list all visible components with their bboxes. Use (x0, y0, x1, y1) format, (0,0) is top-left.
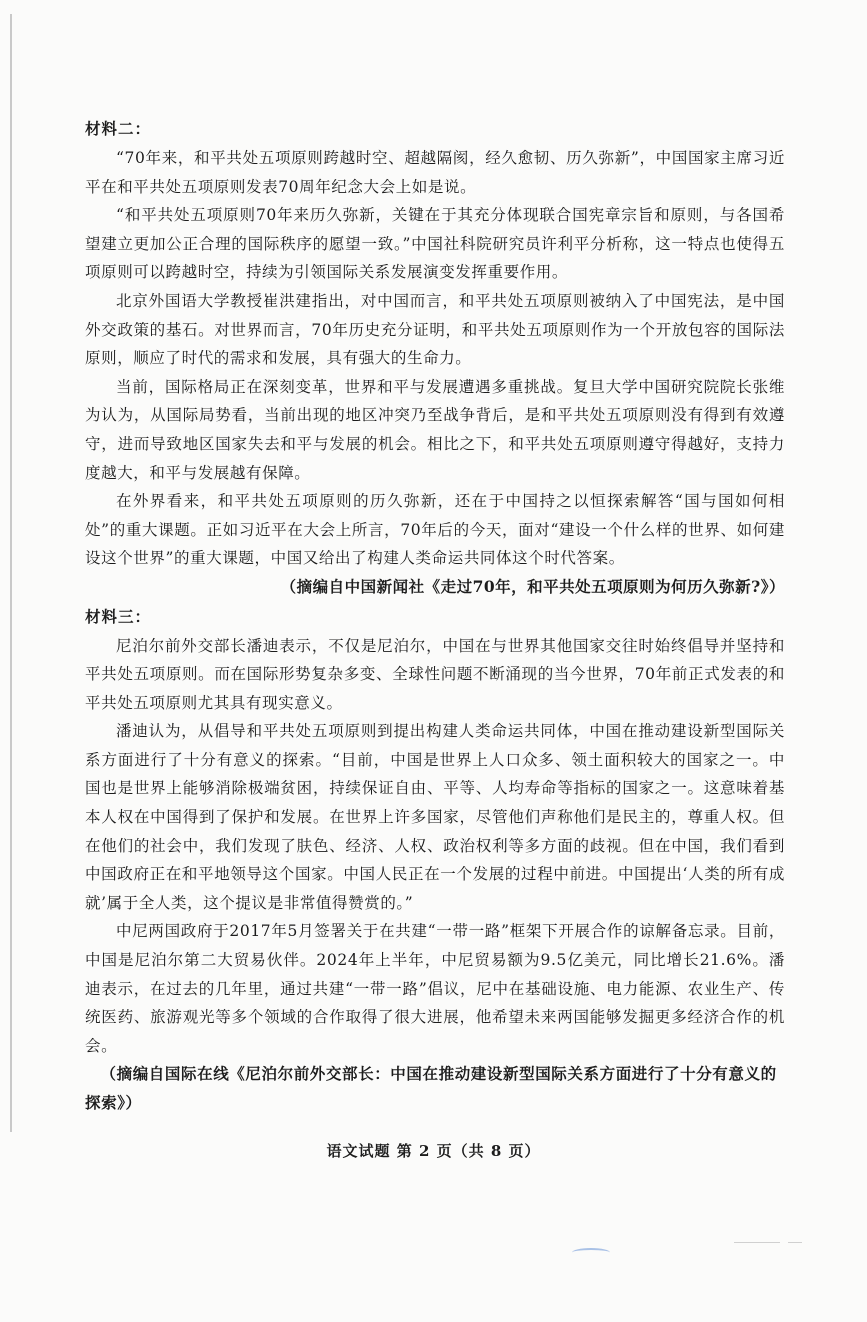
source-citation: （摘编自中国新闻社《走过70年，和平共处五项原则为何历久弥新?》） (280, 576, 785, 596)
paragraph: “70年来，和平共处五项原则跨越时空、超越隔阂，经久愈韧、历久弥新”，中国国家主席习近平在和平共处五项原则发表70周年纪念大会上如是说。 (85, 149, 785, 196)
document-body (85, 114, 785, 1118)
paragraph: “和平共处五项原则70年来历久弥新，关键在于其充分体现联合国宪章宗旨和原则，与各国希望建立更加公正合理的国际秩序的愿望一致。”中国社科院研究员许利平分析称，这一特点也使得五项原则可以跨越时空，持续为引领国际关系发展演变发挥重要作用。 (85, 206, 785, 282)
source-citation: （摘编自国际在线《尼泊尔前外交部长：中国在推动建设新型国际关系方面进行了十分有意义的探索》） (85, 1064, 777, 1112)
paragraph: 北京外国语大学教授崔洪建指出，对中国而言，和平共处五项原则被纳入了中国宪法，是中国外交政策的基石。对世界而言，70年历史充分证明，和平共处五项原则作为一个开放包容的国际法原则，顺应了时代的需求和发展，具有强大的生命力。 (85, 291, 785, 368)
paragraph: 当前，国际格局正在深刻变革，世界和平与发展遭遇多重挑战。复旦大学中国研究院院长张维为认为，从国际局势看，当前出现的地区冲突乃至战争背后，是和平共处五项原则没有得到有效遵守，进而导致地区国家失去和平与发展的机会。相比之下，和平共处五项原则遵守得越好，支持力度越大，和平与发展越有保障。 (85, 377, 785, 482)
paragraph: 中尼两国政府于2017年5月签署关于在共建“一带一路”框架下开展合作的谅解备忘录。目前，中国是尼泊尔第二大贸易伙伴。2024年上半年，中尼贸易额为9.5亿美元，同比增长21.6%。潘迪表示，在过去的几年里，通过共建“一带一路”倡议，尼中在基础设施、电力能源、农业生产、传统医药、旅游观光等多个领域的合作取得了很大进展，他希望未来两国能够发掘更多经济合作的机会。 (85, 922, 785, 1055)
scan-mark (734, 1242, 780, 1243)
section-heading-material-2: 材料二： (85, 119, 152, 138)
page-margin-line (10, 14, 12, 1132)
section-heading-material-3: 材料三： (85, 606, 152, 626)
scan-mark (788, 1242, 802, 1243)
paragraph: 尼泊尔前外交部长潘迪表示，不仅是尼泊尔，中国在与世界其他国家交往时始终倡导并坚持和平共处五项原则。而在国际形势复杂多变、全球性问题不断涌现的当今世界，70年前正式发表的和平共处五项原则尤其具有现实意义。 (85, 636, 785, 712)
ink-mark (572, 1248, 610, 1257)
page-number-footer: 语文试题 第 2 页（共 8 页） (326, 1142, 541, 1160)
paragraph: 潘迪认为，从倡导和平共处五项原则到提出构建人类命运共同体，中国在推动建设新型国际关系方面进行了十分有意义的探索。“目前，中国是世界上人口众多、领土面积较大的国家之一。中国也是世界上能够消除极端贫困，持续保证自由、平等、人均寿命等指标的国家之一。这意味着基本人权在中国得到了保护和发展。在世界上许多国家，尽管他们声称他们是民主的，尊重人权。但在他们的社会中，我们发现了肤色、经济、人权、政治权利等多方面的歧视。但在中国，我们看到中国政府正在和平地领导这个国家。中国人民正在一个发展的过程中前进。中国提出‘人类的所有成就’属于全人类，这个提议是非常值得赞赏的。” (85, 722, 785, 912)
paragraph: 在外界看来，和平共处五项原则的历久弥新，还在于中国持之以恒探索解答“国与国如何相处”的重大课题。正如习近平在大会上所言，70年后的今天，面对“建设一个什么样的世界、如何建设这个世界”的重大课题，中国又给出了构建人类命运共同体这个时代答案。 (85, 492, 785, 568)
